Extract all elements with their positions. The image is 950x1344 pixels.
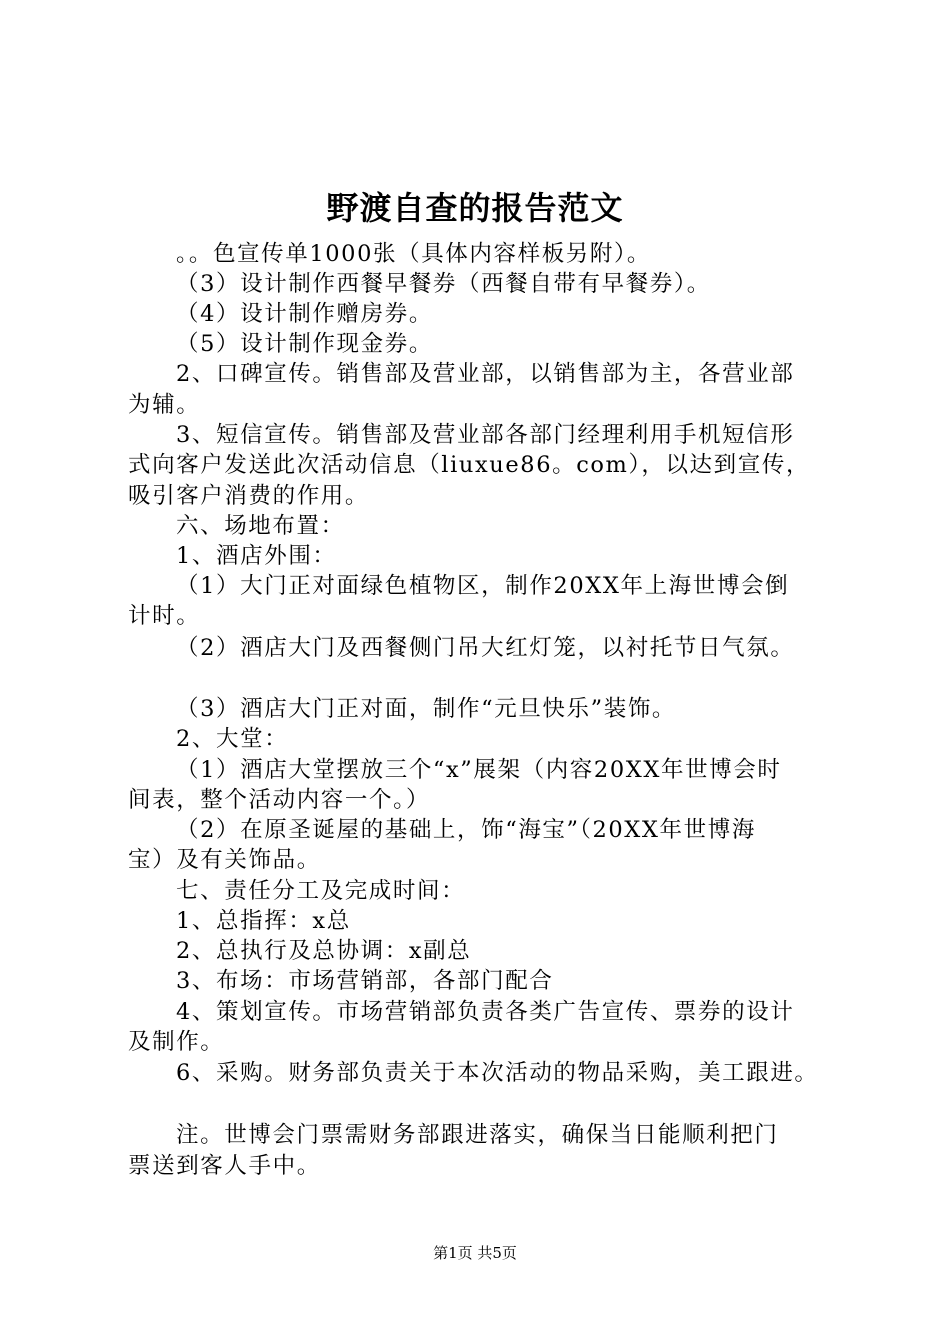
body-line: 4、策划宣传。市场营销部负责各类广告宣传、票券的设计 bbox=[176, 999, 795, 1025]
body-line: 间表，整个活动内容一个。） bbox=[128, 787, 431, 813]
body-line: （3）酒店大门正对面，制作“元旦快乐”装饰。 bbox=[176, 696, 677, 722]
body-line: （2）在原圣诞屋的基础上，饰“海宝”（20XX年世博海 bbox=[176, 817, 756, 843]
body-line: 吸引客户消费的作用。 bbox=[128, 483, 370, 509]
body-line: 1、酒店外围： bbox=[176, 543, 337, 569]
section-heading: 六、场地布置： bbox=[176, 513, 345, 539]
body-line: （1）酒店大堂摆放三个“x”展架（内容20XX年世博会时 bbox=[176, 757, 782, 783]
body-line: （5）设计制作现金券。 bbox=[176, 331, 433, 357]
body-line: 2、总执行及总协调：x副总 bbox=[176, 938, 472, 964]
body-line: （3）设计制作西餐早餐券（西餐自带有早餐券）。 bbox=[176, 271, 711, 297]
body-line: 式向客户发送此次活动信息（liuxue86。com），以达到宣传， bbox=[128, 452, 811, 478]
page-footer: 第1页 共5页 bbox=[433, 1244, 517, 1262]
body-line: 2、大堂： bbox=[176, 726, 289, 752]
note-line: 注。世博会门票需财务部跟进落实，确保当日能顺利把门 bbox=[176, 1122, 779, 1148]
body-line: 3、布场：市场营销部，各部门配合 bbox=[176, 968, 554, 994]
body-line: 1、总指挥：x总 bbox=[176, 908, 351, 934]
body-line: 宝）及有关饰品。 bbox=[128, 847, 321, 873]
body-line: 计时。 bbox=[128, 603, 201, 629]
note-line: 票送到客人手中。 bbox=[128, 1153, 321, 1179]
body-line: 3、短信宣传。销售部及营业部各部门经理利用手机短信形 bbox=[176, 422, 795, 448]
body-line: 6、采购。财务部负责关于本次活动的物品采购，美工跟进。 bbox=[176, 1060, 819, 1086]
document-title: 野渡自查的报告范文 bbox=[326, 189, 624, 227]
body-line: （2）酒店大门及西餐侧门吊大红灯笼，以衬托节日气氛。 bbox=[176, 635, 795, 661]
body-line: （1）大门正对面绿色植物区，制作20XX年上海世博会倒 bbox=[176, 573, 790, 599]
body-line: （4）设计制作赠房券。 bbox=[176, 301, 433, 327]
body-line: 。。色宣传单1000张（具体内容样板另附）。 bbox=[176, 241, 651, 267]
body-line: 2、口碑宣传。销售部及营业部，以销售部为主，各营业部 bbox=[176, 361, 795, 387]
section-heading: 七、责任分工及完成时间： bbox=[176, 878, 466, 904]
body-line: 为辅。 bbox=[128, 392, 201, 418]
body-line: 及制作。 bbox=[128, 1029, 225, 1055]
